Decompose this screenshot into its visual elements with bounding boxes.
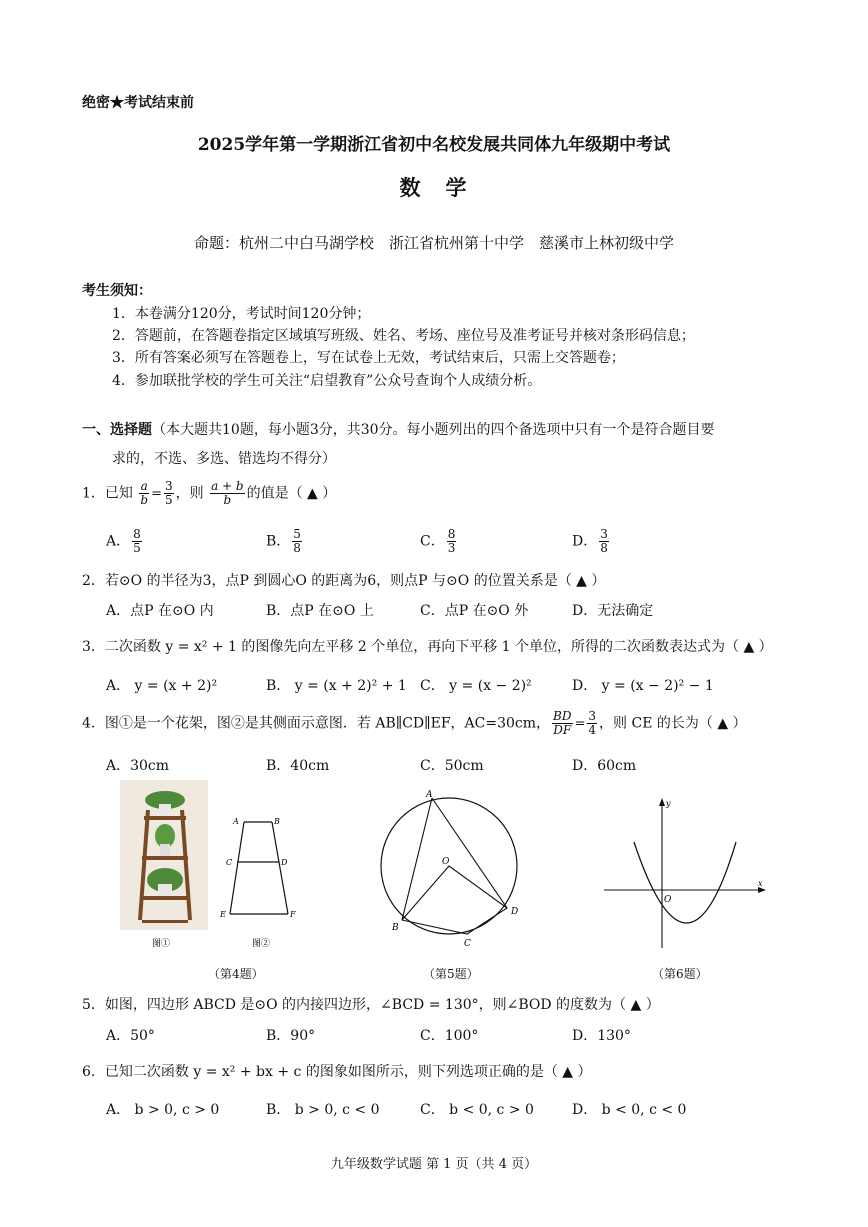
svg-text:O: O [664, 895, 672, 905]
notice-item-2: 2．答题前，在答题卷指定区域填写班级、姓名、考场、座位号及准考证号并核对条形码信息； [112, 328, 695, 344]
page-footer: 九年级数学试题 第 1 页（共 4 页） [330, 1157, 538, 1172]
q4-frac-34: $\frac{3}{4}$ [588, 709, 597, 737]
question-5: 5．如图，四边形 ABCD 是⊙O 的内接四边形，∠BCD = 130°，则∠BOD 的度数为（ ▲ ） [82, 997, 660, 1013]
fig5-circle-diagram [372, 788, 527, 950]
q1-num: 1．已知 [82, 485, 133, 502]
q4-option-b: B．40cm [266, 758, 330, 774]
subject-title: 数 学 [399, 175, 469, 200]
q2-option-c: C．点P 在⊙O 外 [420, 603, 529, 619]
notice-item-1: 1．本卷满分120分，考试时间120分钟； [112, 306, 371, 322]
notice-item-4: 4．参加联批学校的学生可关注“启望教育”公众号查询个人成绩分析。 [112, 373, 542, 389]
question-2: 2．若⊙O 的半径为3，点P 到圆心O 的距离为6，则点P 与⊙O 的位置关系是（ ▲ ） [82, 573, 606, 589]
q5-option-c: C．100° [420, 1028, 479, 1044]
fig6-caption: （第6题） [652, 967, 708, 981]
q2-option-b: B．点P 在⊙O 上 [266, 603, 374, 619]
notice-heading: 考生须知： [82, 283, 152, 299]
fig4-side-view [218, 800, 308, 950]
svg-text:D: D [281, 858, 288, 867]
svg-text:O: O [442, 857, 450, 867]
svg-text:B: B [392, 923, 399, 933]
svg-text:x: x [758, 879, 763, 888]
q2-option-d: D．无法确定 [572, 603, 654, 619]
q1-option-b: B． $\frac{5}{8}$ [266, 527, 301, 555]
q3-option-a: A． y = (x + 2)² [106, 678, 218, 694]
q6-option-a: A． b > 0, c > 0 [106, 1102, 220, 1118]
svg-text:A: A [233, 817, 239, 826]
svg-text:C: C [226, 858, 233, 867]
q2-option-a: A．点P 在⊙O 内 [106, 603, 214, 619]
exam-title: 2025学年第一学期浙江省初中名校发展共同体九年级期中考试 [197, 135, 671, 155]
q4-option-c: C．50cm [420, 758, 484, 774]
fig4-caption: （第4题） [208, 967, 264, 981]
q1-option-d: D． $\frac{3}{8}$ [572, 527, 608, 555]
svg-text:y: y [666, 799, 671, 808]
q6-option-b: B． b > 0, c < 0 [266, 1102, 380, 1118]
q3-option-b: B． y = (x + 2)² + 1 [266, 678, 407, 694]
q1-frac-apb: $\frac{a + b}{b}$ [211, 479, 244, 507]
q1-frac-ab: $\frac{a}{b}$ [140, 479, 149, 507]
svg-text:A: A [426, 790, 433, 800]
svg-text:E: E [220, 910, 226, 919]
q1-frac-35: $\frac{3}{5}$ [164, 479, 173, 507]
fig6-parabola-graph [600, 792, 770, 952]
q1-option-c: C． $\frac{8}{3}$ [420, 527, 456, 555]
section1-desc1: （本大题共10题，每小题3分，共30分。每小题列出的四个备选项中只有一个是符合题目要 [152, 422, 715, 438]
section1-desc [82, 419, 715, 439]
secret-label: 绝密★考试结束前 [82, 95, 194, 111]
q1-option-a: A． $\frac{8}{5}$ [106, 527, 141, 555]
q5-option-d: D．130° [572, 1028, 631, 1044]
question-6: 6．已知二次函数 y = x² + bx + c 的图象如图所示，则下列选项正确的是（ ▲ ） [82, 1064, 592, 1080]
question-4: 4．图①是一个花架，图②是其侧面示意图．若 AB∥CD∥EF，AC=30cm， $\frac{BD}{DF}$ = $\frac{3}{4}$ ，则 CE 的长为（ ▲ ） [82, 709, 747, 737]
svg-text:F: F [290, 910, 296, 919]
fig4-img1-label: 图① [152, 939, 171, 949]
q4-frac-bd-df: $\frac{BD}{DF}$ [553, 709, 572, 737]
q6-option-c: C． b < 0, c > 0 [420, 1102, 534, 1118]
svg-text:D: D [511, 907, 519, 917]
q5-option-a: A．50° [106, 1028, 155, 1044]
fig5-caption: （第5题） [423, 967, 479, 981]
section1-desc2: 求的，不选、多选、错选均不得分） [112, 451, 336, 467]
q3-option-d: D． y = (x − 2)² − 1 [572, 678, 714, 694]
q3-option-c: C． y = (x − 2)² [420, 678, 532, 694]
fig4-img2-label: 图② [252, 939, 271, 949]
fig4-shelf-photo [120, 780, 210, 950]
question-3: 3．二次函数 y = x² + 1 的图像先向左平移 2 个单位，再向下平移 1 个单位，所得的二次函数表达式为（ ▲ ） [82, 639, 773, 655]
svg-text:B: B [274, 817, 280, 826]
svg-text:C: C [464, 939, 471, 949]
q4-option-d: D．60cm [572, 758, 637, 774]
q5-option-b: B．90° [266, 1028, 316, 1044]
question-1: 1．已知 $\frac{a}{b}$ = $\frac{3}{5}$ ，则 $\frac{a + b}{b}$ 的值是（ ▲ ） [82, 479, 337, 507]
notice-item-3: 3．所有答案必须写在答题卷上，写在试卷上无效，考试结束后，只需上交答题卷； [112, 350, 625, 366]
authors-line: 命题：杭州二中白马湖学校 浙江省杭州第十中学 慈溪市上林初级中学 [193, 234, 674, 252]
q6-option-d: D． b < 0, c < 0 [572, 1102, 687, 1118]
section1-title: 一、选择题 [82, 422, 152, 438]
q4-option-a: A．30cm [106, 758, 170, 774]
